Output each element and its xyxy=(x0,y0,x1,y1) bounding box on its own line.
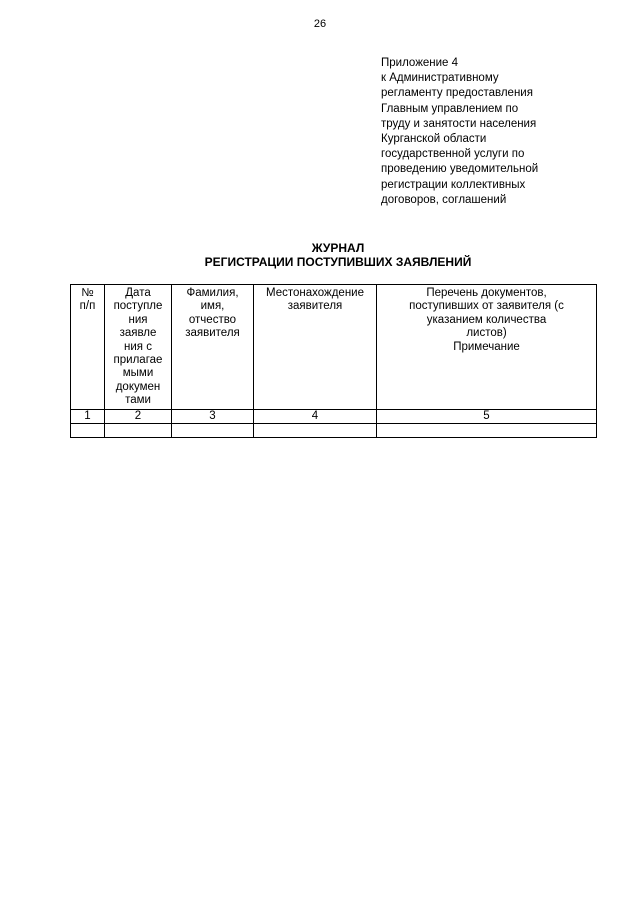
header-cell-location: Местонахождение заявителя xyxy=(254,285,377,410)
appendix-line: труду и занятости населения xyxy=(381,117,537,130)
appendix-line: регистрации коллективных xyxy=(381,178,526,191)
page-number: 26 xyxy=(313,18,327,30)
appendix-line: государственной услуги по xyxy=(381,148,525,161)
appendix-line: Приложение 4 xyxy=(381,57,459,69)
empty-cell xyxy=(71,424,105,438)
header-cell-number: № п/п xyxy=(71,285,105,410)
title-line-registration: РЕГИСТРАЦИИ ПОСТУПИВШИХ ЗАЯВЛЕНИЙ xyxy=(204,255,472,269)
title-line-journal: ЖУРНАЛ xyxy=(311,241,365,255)
appendix-line: проведению уведомительной xyxy=(381,163,539,176)
column-number-cell: 3 xyxy=(172,409,254,423)
column-number-cell: 2 xyxy=(105,409,172,423)
empty-cell xyxy=(172,424,254,438)
empty-cell xyxy=(377,424,597,438)
table-header-row xyxy=(71,285,597,410)
header-cell-documents: Перечень документов, поступивших от заявителя (с указанием количества листов) Примечание xyxy=(377,285,597,410)
document-title xyxy=(0,241,640,269)
header-cell-name: Фамилия, имя, отчество заявителя xyxy=(172,285,254,410)
appendix-line: регламенту предоставления xyxy=(381,87,533,100)
registration-journal-table xyxy=(70,284,597,438)
column-number-cell: 1 xyxy=(71,409,105,423)
appendix-note xyxy=(381,56,601,208)
column-number-cell: 5 xyxy=(377,409,597,423)
empty-cell xyxy=(105,424,172,438)
empty-cell xyxy=(254,424,377,438)
column-number-cell: 4 xyxy=(254,409,377,423)
appendix-line: Главным управлением по xyxy=(381,102,519,115)
header-cell-date: Дата поступле ния заявле ния с прилагае мыми докумен тами xyxy=(105,285,172,410)
appendix-line: договоров, соглашений xyxy=(381,193,507,206)
appendix-line: Курганской области xyxy=(381,133,487,146)
table-row-empty xyxy=(71,424,597,438)
appendix-line: к Административному xyxy=(381,72,499,85)
table-row-column-numbers xyxy=(71,409,597,423)
